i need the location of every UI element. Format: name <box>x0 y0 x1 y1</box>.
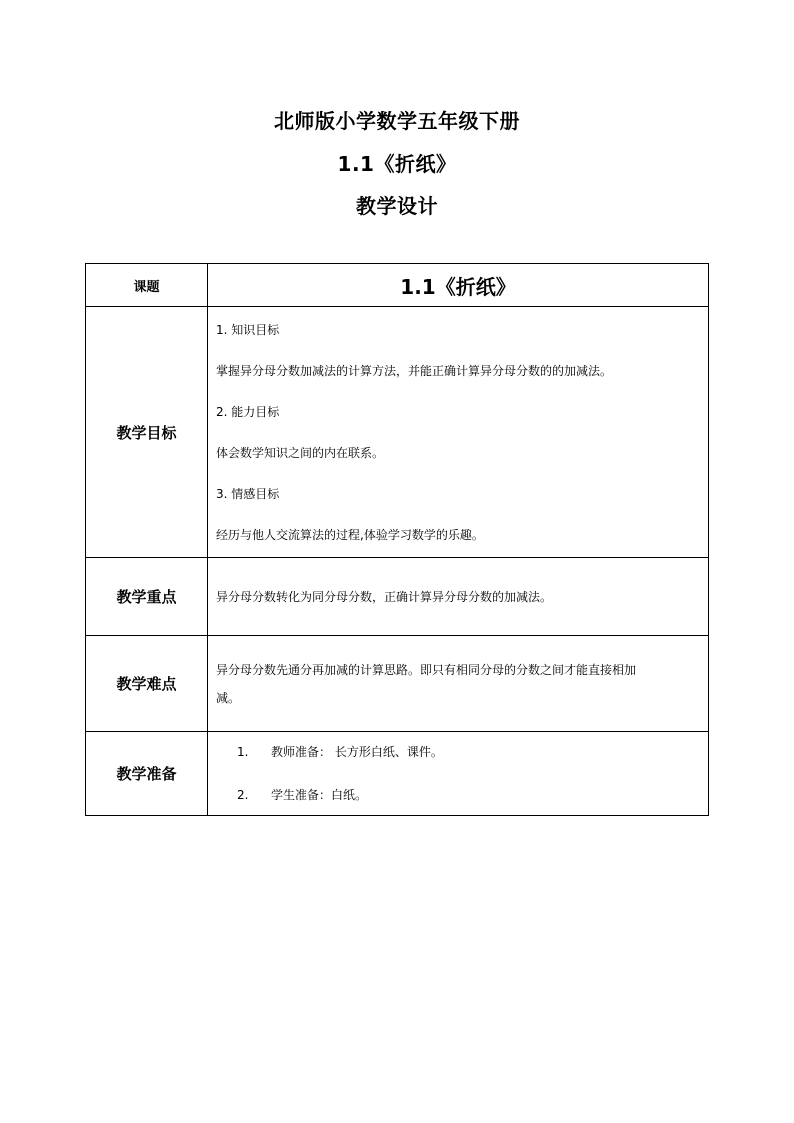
topic-value: 1.1《折纸》 <box>208 264 709 307</box>
topic-label: 课题 <box>86 264 208 307</box>
preparation-item <box>216 745 702 759</box>
key-points-label: 教学重点 <box>86 558 208 636</box>
preparation-item-number: 1. <box>237 745 249 759</box>
goals-row <box>86 307 709 558</box>
difficulties-content <box>208 636 709 732</box>
lesson-title: 1.1《折纸》 <box>337 152 457 176</box>
preparation-item-text: 教师准备： 长方形白纸、课件。 <box>271 745 443 759</box>
goal-heading-ability: 2. 能力目标 <box>216 404 280 419</box>
difficulties-line-2: 减。 <box>216 690 241 705</box>
preparation-item-text: 学生准备：白纸。 <box>271 788 368 802</box>
preparation-item <box>216 788 702 802</box>
preparation-item-number: 2. <box>237 788 249 802</box>
preparation-content <box>208 732 709 816</box>
topic-row <box>86 264 709 307</box>
goal-text-ability: 体会数学知识之间的内在联系。 <box>216 445 385 460</box>
difficulties-line-1: 异分母分数先通分再加减的计算思路。即只有相同分母的分数之间才能直接相加 <box>216 662 637 677</box>
goals-label: 教学目标 <box>86 307 208 558</box>
preparation-label: 教学准备 <box>86 732 208 816</box>
preparation-row <box>86 732 709 816</box>
goal-heading-emotion: 3. 情感目标 <box>216 486 280 501</box>
key-points-text: 异分母分数转化为同分母分数，正确计算异分母分数的加减法。 <box>208 558 709 636</box>
goal-text-knowledge: 掌握异分母分数加减法的计算方法，并能正确计算异分母分数的的加减法。 <box>216 363 613 378</box>
key-points-row <box>86 558 709 636</box>
goals-content <box>208 307 709 558</box>
goal-heading-knowledge: 1. 知识目标 <box>216 322 280 337</box>
document-subtitle: 教学设计 <box>356 194 438 218</box>
difficulties-label: 教学难点 <box>86 636 208 732</box>
lesson-plan-table <box>85 263 709 816</box>
document-title: 北师版小学数学五年级下册 <box>274 109 520 133</box>
goal-text-emotion: 经历与他人交流算法的过程,体验学习数学的乐趣。 <box>216 527 484 542</box>
difficulties-row <box>86 636 709 732</box>
